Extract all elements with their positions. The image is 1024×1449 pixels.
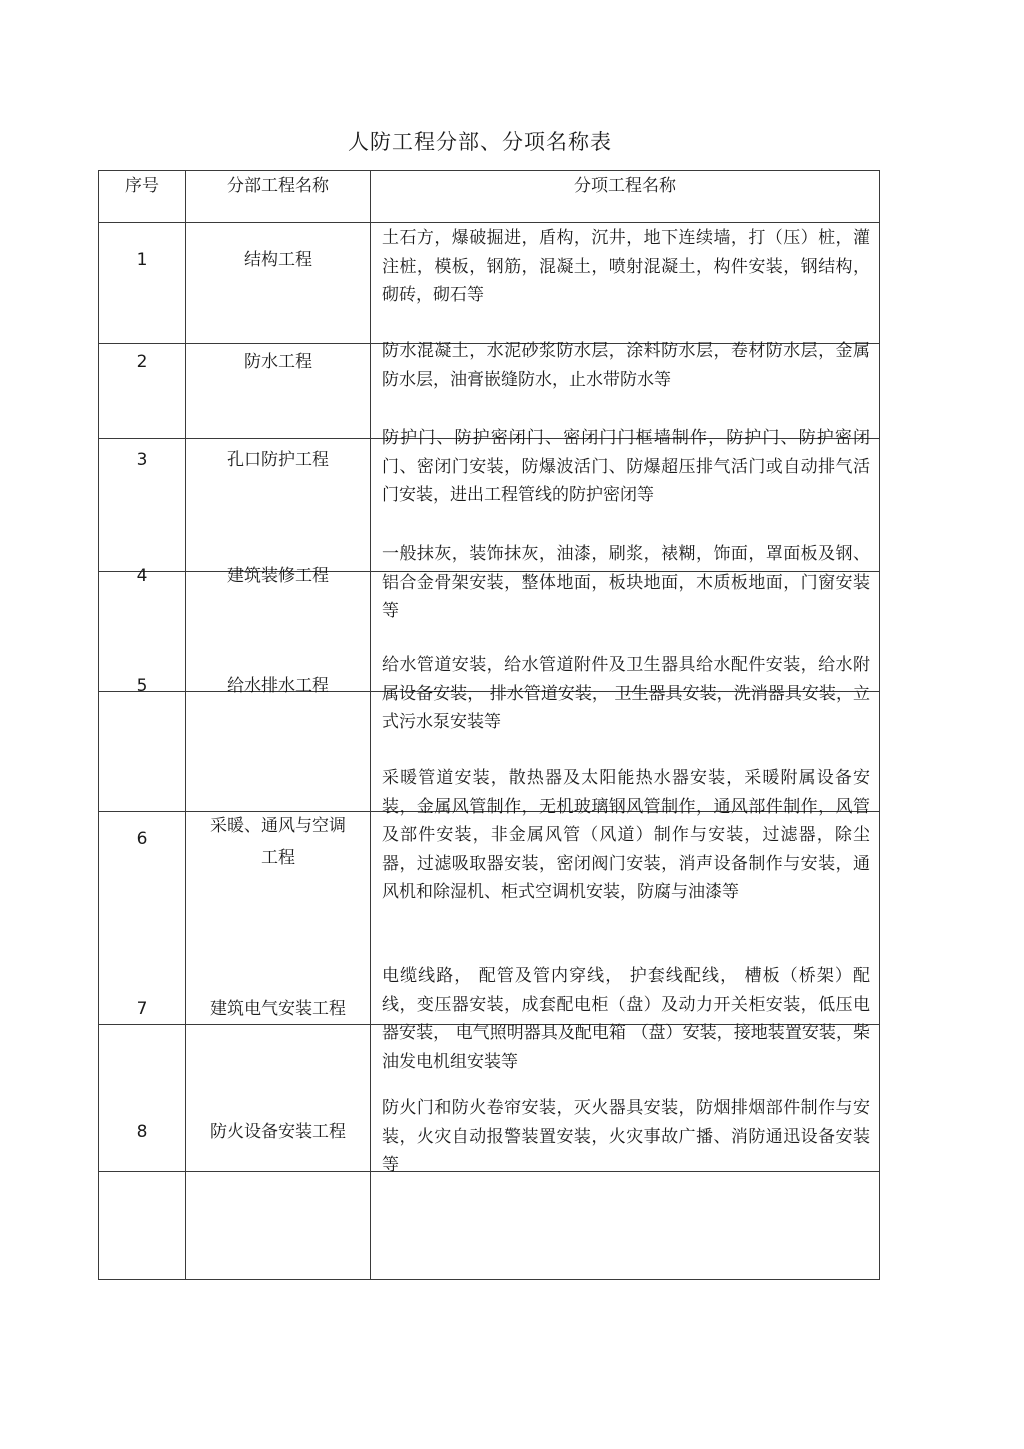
row-part-name: 建筑装修工程 [227,566,329,586]
row-part-name: 给水排水工程 [227,676,329,696]
row-seq: 4 [136,566,148,586]
table-border-left [98,170,99,1280]
row-divider [98,222,880,223]
column-divider [370,170,371,1280]
row-seq: 8 [136,1122,148,1142]
row-items: 电缆线路， 配管及管内穿线， 护套线配线， 槽板（桥架）配线，变压器安装，成套配电柜（盘）及动力开关柜安装，低压电器安装， 电气照明器具及配电箱 （盘）安装，接地装置安装，柴油发电机组安装等 [382,966,870,1072]
table-border-top [98,170,880,171]
row-seq: 7 [136,999,148,1019]
row-part-name: 采暖、通风与空调 [210,816,346,836]
table-border-bottom [98,1279,880,1280]
row-seq: 6 [136,829,148,849]
row-part-name: 防水工程 [244,352,312,372]
row-part-name-continued: 工程 [261,848,295,868]
header-items-name: 分项工程名称 [574,176,676,196]
row-seq: 5 [136,676,148,696]
row-part-name: 防火设备安装工程 [210,1122,346,1142]
row-seq: 1 [136,250,148,270]
header-seq: 序号 [125,176,159,196]
header-part-name: 分部工程名称 [227,176,329,196]
row-seq: 3 [136,450,148,470]
row-part-name: 结构工程 [244,250,312,270]
row-items: 土石方，爆破掘进，盾构，沉井，地下连续墙，打（压）桩，灌注桩，模板，钢筋，混凝土，喷射混凝土，构件安装，钢结构，砌砖，砌石等 [382,228,870,305]
row-items: 给水管道安装，给水管道附件及卫生器具给水配件安装，给水附属设备安装， 排水管道安装， 卫生器具安装，洗消器具安装，立式污水泵安装等 [382,655,870,732]
row-seq: 2 [136,352,148,372]
page-title: 人防工程分部、分项名称表 [348,130,612,154]
row-items: 采暖管道安装，散热器及太阳能热水器安装，采暖附属设备安装，金属风管制作，无机玻璃钢风管制作，通风部件制作，风管及部件安装，非金属风管（风道）制作与安装，过滤器，除尘器，过滤吸取器安装，密闭阀门安装，消声设备制作与安装，通风机和除湿机、柜式空调机安装，防腐与油漆等 [382,768,870,902]
column-divider [185,170,186,1280]
row-items: 一般抹灰，装饰抹灰，油漆，刷浆，裱糊，饰面，罩面板及钢、铝合金骨架安装，整体地面，板块地面，木质板地面，门窗安装等 [382,544,870,621]
table-border-right [879,170,880,1280]
row-items: 防水混凝土，水泥砂浆防水层，涂料防水层，卷材防水层，金属防水层，油膏嵌缝防水，止水带防水等 [382,341,870,390]
row-part-name: 建筑电气安装工程 [210,999,346,1019]
row-part-name: 孔口防护工程 [227,450,329,470]
row-items: 防护门、防护密闭门、密闭门门框墙制作，防护门、防护密闭门、密闭门安装，防爆波活门、防爆超压排气活门或自动排气活门安装，进出工程管线的防护密闭等 [382,428,870,505]
row-items: 防火门和防火卷帘安装，灭火器具安装，防烟排烟部件制作与安装，火灾自动报警装置安装，火灾事故广播、消防通迅设备安装等 [382,1098,870,1175]
